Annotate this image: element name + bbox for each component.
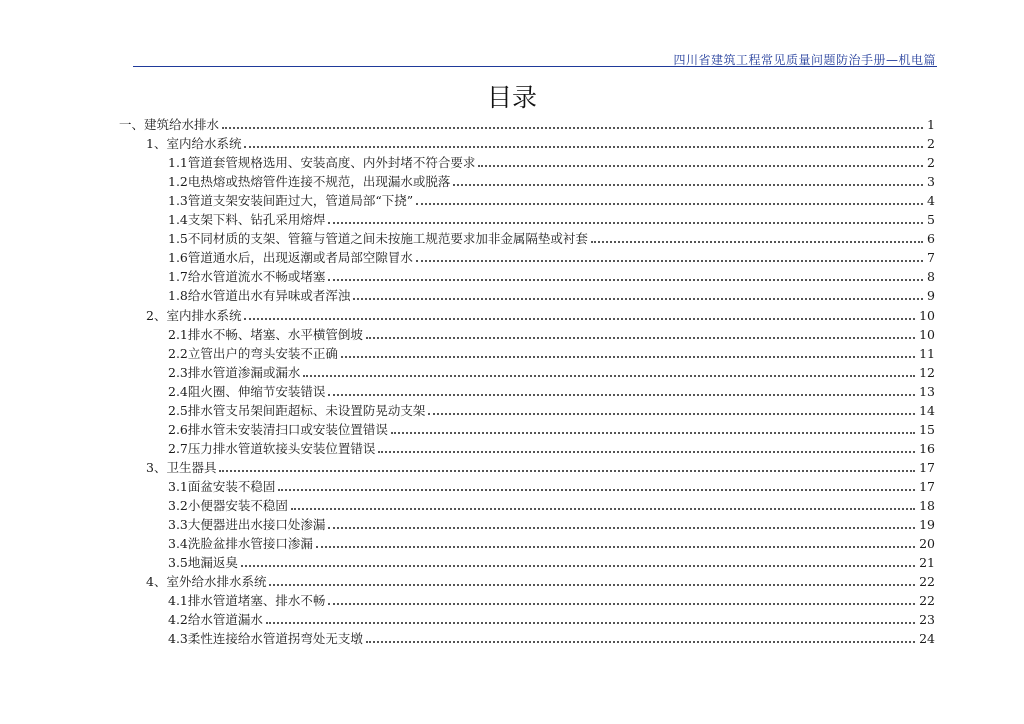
- dot-leader: [416, 202, 923, 205]
- toc-entry-title: 1.8给水管道出水有异味或者浑浊: [168, 288, 351, 304]
- toc-entry[interactable]: [168, 248, 935, 267]
- toc-entry-title: 1.4支架下料、钻孔采用熔焊: [168, 212, 326, 228]
- dot-leader: [328, 393, 915, 396]
- toc-page-number: 4: [927, 193, 935, 209]
- toc-entry[interactable]: [168, 344, 935, 363]
- dot-leader: [378, 450, 915, 453]
- toc-entry[interactable]: [168, 629, 935, 648]
- dot-leader: [244, 317, 915, 320]
- dot-leader: [416, 259, 923, 262]
- toc-entry[interactable]: [168, 553, 935, 572]
- dot-leader: [366, 336, 915, 339]
- toc-entry[interactable]: [168, 439, 935, 458]
- toc-page-number: 19: [919, 517, 935, 533]
- toc-entry[interactable]: [168, 325, 935, 344]
- toc-entry-title: 3.4洗脸盆排水管接口渗漏: [168, 536, 313, 552]
- toc-page-number: 3: [927, 174, 935, 190]
- toc-entry-title: 1.2电热熔或热熔管件连接不规范，出现漏水或脱落: [168, 174, 451, 190]
- toc-entry-title: 3.1面盆安装不稳固: [168, 478, 276, 494]
- toc-entry-title: 1.5不同材质的支架、管箍与管道之间未按施工规范要求加非金属隔垫或衬套: [168, 231, 588, 247]
- toc-entry[interactable]: [168, 286, 935, 305]
- toc-entry[interactable]: [168, 191, 935, 210]
- toc-page-number: 15: [919, 421, 935, 437]
- toc-entry-title: 3、卫生器具: [146, 459, 217, 475]
- dot-leader: [341, 355, 915, 358]
- toc-entry[interactable]: [119, 115, 935, 134]
- dot-leader: [266, 621, 915, 624]
- toc-page-number: 2: [927, 136, 935, 152]
- toc-entry-title: 2.2立管出户的弯头安装不正确: [168, 345, 338, 361]
- dot-leader: [222, 126, 923, 129]
- toc-entry[interactable]: [168, 496, 935, 515]
- toc-entry-title: 3.2小便器安装不稳固: [168, 498, 288, 513]
- toc-page-number: 5: [927, 212, 935, 228]
- dot-leader: [219, 469, 915, 472]
- toc-page-number: 7: [927, 250, 935, 266]
- dot-leader: [328, 221, 923, 224]
- toc-entry[interactable]: [146, 572, 935, 591]
- dot-leader: [328, 602, 915, 605]
- toc-entry[interactable]: [146, 134, 935, 153]
- toc-entry[interactable]: [168, 401, 935, 420]
- dot-leader: [241, 564, 915, 567]
- toc-page-number: 22: [919, 574, 935, 590]
- toc-entry-title: 2.1排水不畅、堵塞、水平横管倒坡: [168, 326, 363, 342]
- toc-entry-title: 4、室外给水排水系统: [146, 574, 267, 590]
- toc-page-number: 13: [919, 383, 935, 399]
- toc-entry-title: 3.5地漏返臭: [168, 555, 238, 571]
- dot-leader: [303, 374, 915, 377]
- toc-page-number: 10: [919, 326, 935, 342]
- toc-entry-title: 2.4阻火圈、伸缩节安装错误: [168, 383, 326, 399]
- toc-entry[interactable]: [168, 363, 935, 382]
- running-header-title: 四川省建筑工程常见质量问题防治手册—机电篇: [673, 53, 936, 67]
- toc-page-number: 14: [919, 402, 935, 418]
- toc-page-number: 20: [919, 536, 935, 552]
- dot-leader: [328, 278, 923, 281]
- toc-entry-title: 3.3大便器进出水接口处渗漏: [168, 517, 326, 533]
- toc-entry-title: 4.2给水管道漏水: [168, 612, 263, 628]
- dot-leader: [366, 640, 915, 643]
- dot-leader: [291, 507, 915, 510]
- toc-page-number: 18: [919, 498, 935, 513]
- toc-entry-title: 1.6管道通水后，出现返潮或者局部空隙冒水: [168, 250, 413, 266]
- toc-page-number: 8: [927, 269, 935, 285]
- toc-page-number: 23: [919, 612, 935, 628]
- dot-leader: [453, 183, 923, 186]
- toc-page-number: 2: [927, 155, 935, 171]
- toc-entry[interactable]: [168, 229, 935, 248]
- toc-page-number: 21: [919, 555, 935, 571]
- toc-entry-title: 1.3管道支架安装间距过大，管道局部“下挠”: [168, 193, 414, 209]
- toc-entry[interactable]: [168, 420, 935, 439]
- toc-page-number: 17: [919, 459, 935, 475]
- toc-entry[interactable]: [168, 267, 935, 286]
- header-divider: [133, 66, 937, 67]
- toc-entry[interactable]: [146, 458, 935, 477]
- toc-page-number: 9: [927, 288, 935, 304]
- toc-entry-title: 2.6排水管未安装清扫口或安装位置错误: [168, 421, 388, 437]
- dot-leader: [478, 164, 923, 167]
- page-title: 目录: [486, 83, 537, 112]
- toc-entry-title: 2、室内排水系统: [146, 307, 242, 323]
- toc-entry-title: 4.1排水管道堵塞、排水不畅: [168, 593, 326, 609]
- toc-entry-title: 2.3排水管道渗漏或漏水: [168, 364, 301, 380]
- toc-entry-title: 2.5排水管支吊架间距超标、未设置防晃动支架: [168, 402, 426, 418]
- toc-page-number: 22: [919, 593, 935, 609]
- toc-page-number: 1: [927, 117, 935, 132]
- toc-page-number: 10: [919, 307, 935, 323]
- toc-entry[interactable]: [168, 477, 935, 496]
- toc-entry-title: 1.7给水管道流水不畅或堵塞: [168, 269, 326, 285]
- toc-page-number: 17: [919, 478, 935, 494]
- dot-leader: [328, 526, 915, 529]
- toc-page-number: 24: [919, 631, 935, 647]
- toc-entry[interactable]: [168, 610, 935, 629]
- toc-entry-title: 4.3柔性连接给水管道拐弯处无支墩: [168, 631, 363, 647]
- toc-page-number: 6: [927, 231, 935, 247]
- toc-page-number: 16: [919, 440, 935, 456]
- dot-leader: [269, 583, 915, 586]
- toc-entry[interactable]: [168, 591, 935, 610]
- dot-leader: [244, 145, 923, 148]
- toc-entry[interactable]: [168, 534, 935, 553]
- dot-leader: [391, 431, 915, 434]
- dot-leader: [353, 297, 923, 300]
- toc-entry-title: 1、室内给水系统: [146, 136, 242, 152]
- toc-entry[interactable]: [146, 306, 935, 325]
- toc-entry[interactable]: [168, 515, 935, 534]
- toc-page-number: 11: [919, 345, 935, 361]
- dot-leader: [316, 545, 915, 548]
- dot-leader: [278, 488, 915, 491]
- toc-page-number: 12: [919, 364, 935, 380]
- toc-entry[interactable]: [168, 153, 935, 172]
- toc-entry[interactable]: [168, 382, 935, 401]
- toc-entry[interactable]: [168, 210, 935, 229]
- toc-entry-title: 一、建筑给水排水: [119, 117, 220, 132]
- toc-entry-title: 2.7压力排水管道软接头安装位置错误: [168, 440, 376, 456]
- toc-entry-title: 1.1管道套管规格选用、安装高度、内外封堵不符合要求: [168, 155, 476, 171]
- dot-leader: [591, 240, 923, 243]
- toc-entry[interactable]: [168, 172, 935, 191]
- dot-leader: [428, 412, 915, 415]
